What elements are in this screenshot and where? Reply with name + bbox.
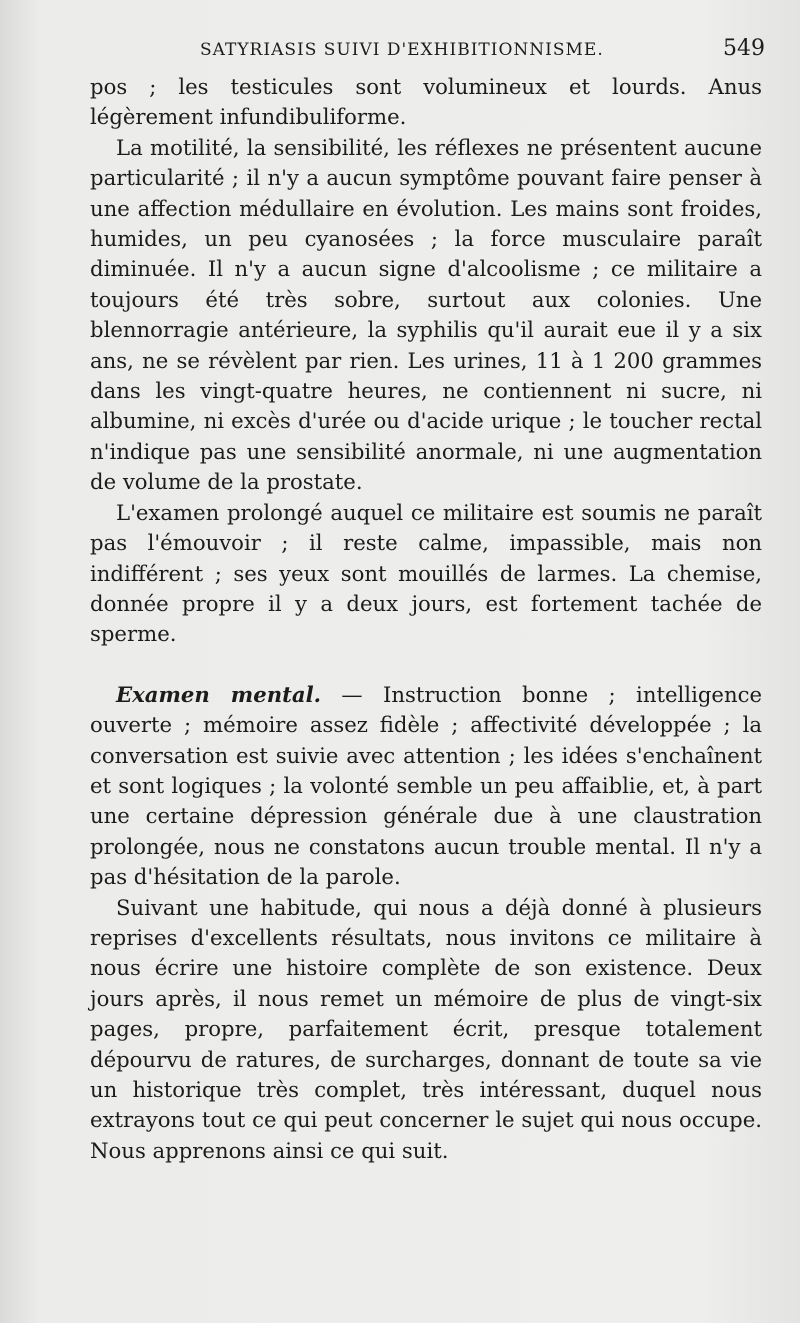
paragraph-mental-exam	[90, 680, 762, 893]
running-title: SATYRIASIS SUIVI D'EXHIBITIONNISME.	[200, 40, 604, 60]
paragraph-gap	[90, 650, 762, 680]
paragraph-continued: pos ; les testicules sont volumineux et lourds. Anus légèrement infundibuliforme.	[90, 74, 762, 130]
mental-exam-text: — Instruction bonne ; intelligence ouverte ; mémoire assez fidèle ; affectivité développée ; la conversation est suivie avec attention ; les idées s'enchaînent et sont logiques ; la volonté semble un peu affaiblie, et, à part une certaine dépression générale due à une claustration prolongée, nous ne constatons aucun trouble mental. Il n'y a pas d'hésitation de la parole.	[90, 681, 763, 890]
section-heading-mental-exam: Examen mental.	[116, 681, 322, 707]
paragraph-examination-reaction: L'examen prolongé auquel ce militaire est soumis ne paraît pas l'émouvoir ; il reste calme, impassible, mais non indifférent ; ses yeux sont mouillés de larmes. La chemise, donnée propre il y a deux jours, est fortement tachée de sperme.	[90, 499, 762, 647]
page-number: 549	[723, 36, 765, 61]
body-text	[90, 72, 762, 1166]
paragraph-physical-exam: La motilité, la sensibilité, les réflexes ne présentent aucune particularité ; il n'y a aucun symptôme pouvant faire penser à une affection médullaire en évolution. Les mains sont froides, humides, un peu cyanosées ; la force musculaire paraît diminuée. Il n'y a aucun signe d'alcoolisme ; ce militaire a toujours été très sobre, surtout aux colonies. Une blennorragie antérieure, la syphilis qu'il aurait eue il y a six ans, ne se révèlent par rien. Les urines, 11 à 1 200 grammes dans les vingt-quatre heures, ne contiennent ni sucre, ni albumine, ni excès d'urée ou d'acide urique ; le toucher rectal n'indique pas une sensibilité anormale, ni une augmentation de volume de la prostate.	[90, 134, 762, 495]
page-header	[200, 36, 765, 70]
paragraph-memoir: Suivant une habitude, qui nous a déjà donné à plusieurs reprises d'excellents résultats, nous invitons ce militaire à nous écrire une histoire complète de son existence. Deux jours après, il nous remet un mémoire de plus de vingt-six pages, propre, parfaitement écrit, presque totalement dépourvu de ratures, de surcharges, donnant de toute sa vie un historique très complet, très intéressant, duquel nous extrayons tout ce qui peut concerner le sujet qui nous occupe. Nous apprenons ainsi ce qui suit.	[90, 894, 762, 1163]
